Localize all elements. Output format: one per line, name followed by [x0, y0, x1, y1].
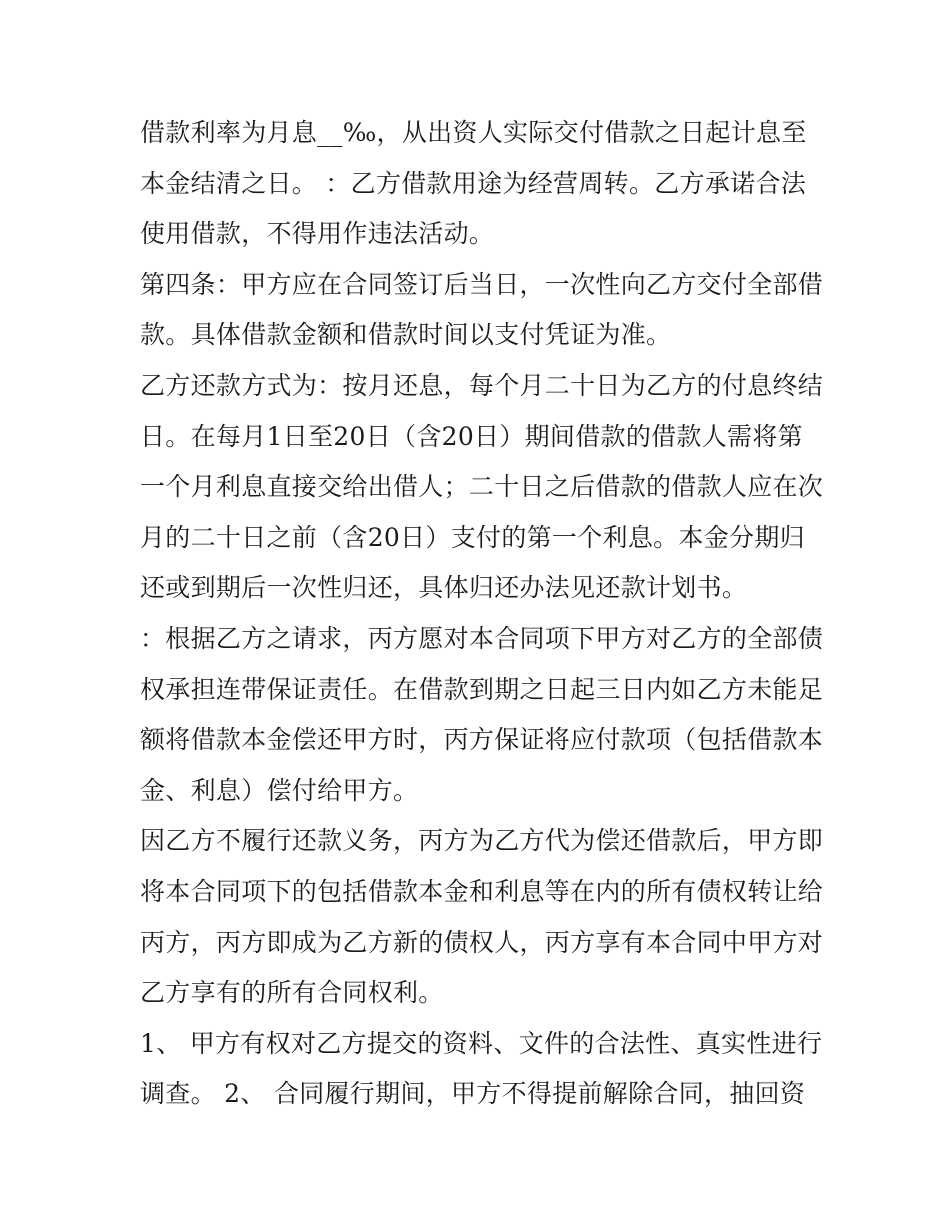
text-line: 丙方，丙方即成为乙方新的债权人，丙方享有本合同中甲方对 — [140, 927, 824, 957]
text-line: 权承担连带保证责任。在借款到期之日起三日内如乙方未能足 — [140, 674, 824, 704]
text-line: 借款利率为月息__‰，从出资人实际交付借款之日起计息至 — [140, 118, 807, 147]
text-line: 还或到期后一次性归还，具体归还办法见还款计划书。 — [140, 573, 748, 603]
text-line: 因乙方不履行还款义务，丙方为乙方代为偿还借款后，甲方即 — [140, 826, 824, 856]
document-body — [140, 108, 824, 1120]
text-line: 一个月利息直接交给出借人；二十日之后借款的借款人应在次 — [140, 472, 824, 502]
text-line: 乙方还款方式为：按月还息，每个月二十日为乙方的付息终结 — [140, 370, 824, 400]
text-line: 金、利息）偿付给甲方。 — [140, 775, 419, 805]
text-line: 调查。 2、 合同履行期间，甲方不得提前解除合同，抽回资 — [140, 1079, 806, 1109]
text-line: 本金结清之日。 ：乙方借款用途为经营周转。乙方承诺合法 — [140, 168, 807, 198]
text-line: 将本合同项下的包括借款本金和利息等在内的所有债权转让给 — [140, 876, 824, 906]
text-line: ：根据乙方之请求，丙方愿对本合同项下甲方对乙方的全部债 — [140, 623, 824, 653]
text-line: 额将借款本金偿还甲方时，丙方保证将应付款项（包括借款本 — [140, 725, 824, 755]
text-line: 使用借款，不得用作违法活动。 — [140, 219, 495, 249]
text-line: 乙方享有的所有合同权利。 — [140, 978, 444, 1008]
text-line: 款。具体借款金额和借款时间以支付凭证为准。 — [140, 320, 672, 350]
text-line: 月的二十日之前（含20日）支付的第一个利息。本金分期归 — [140, 522, 805, 552]
text-line: 第四条：甲方应在合同签订后当日，一次性向乙方交付全部借 — [140, 269, 824, 299]
text-line: 日。在每月1日至20日（含20日）期间借款的借款人需将第 — [140, 421, 803, 451]
text-line: 1、 甲方有权对乙方提交的资料、文件的合法性、真实性进行 — [140, 1028, 823, 1058]
